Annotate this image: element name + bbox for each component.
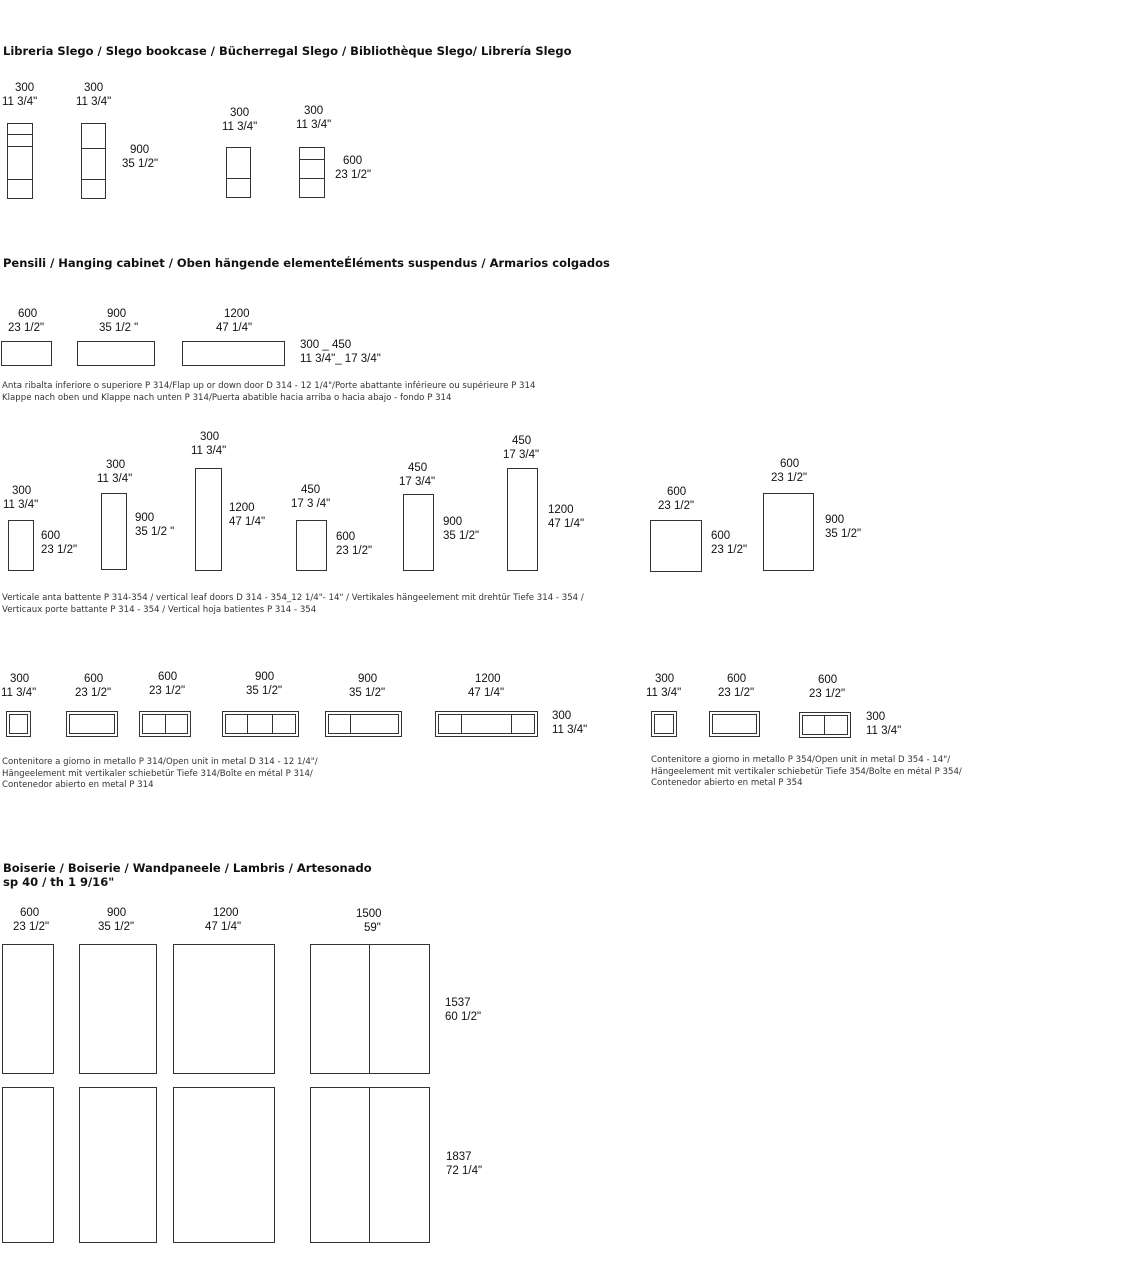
vert-cabinet-450x900 — [403, 494, 434, 571]
vert-dim-w-3: 300 11 3/4" — [191, 431, 227, 457]
vert-cabinet-450x1200 — [507, 468, 538, 571]
boiserie-title: Boiserie / Boiserie / Wandpaneele / Lambris / Artesonado — [3, 861, 372, 875]
open314-dim-2: 600 23 1/2" — [75, 673, 112, 699]
open314-unit-900-split — [325, 711, 402, 737]
vert-dim-w-7: 600 23 1/2" — [658, 486, 695, 512]
vertical-note: Verticale anta battente P 314-354 / vertical leaf doors D 314 - 354_12 1/4"- 14" / Vertikales hängeelement mit drehtür Tiefe 314 - 354 / Verticaux porte battante P 314 - 354 / Vertical hoja batientes P 314 - 354 — [2, 593, 584, 615]
open314-unit-600 — [66, 711, 118, 737]
open314-note: Contenitore a giorno in metallo P 314/Open unit in metal D 314 - 12 1/4"/ Hängeelement mit vertikaler schiebetür Tiefe 314/Boîte en métal P 314/ Contenedor abierto en metal P 314 — [2, 757, 318, 790]
hanging-title: Pensili / Hanging cabinet / Oben hängende elementeÉléments suspendus / Armarios colgados — [3, 256, 610, 270]
open354-dim-1: 300 11 3/4" — [646, 673, 682, 699]
bookcase-unit-short-b — [299, 147, 325, 198]
open314-dim-5: 900 35 1/2" — [349, 673, 386, 699]
flap-dim-600: 600 23 1/2" — [8, 308, 45, 334]
open314-dim-3: 600 23 1/2" — [149, 671, 186, 697]
bookcase-dim-1: 300 11 3/4" — [2, 82, 38, 108]
open354-dim-2: 600 23 1/2" — [718, 673, 755, 699]
flap-dim-900: 900 35 1/2 " — [99, 308, 139, 334]
vert-dim-h-5: 900 35 1/2" — [443, 516, 480, 542]
boiserie-panel-1500x1837 — [310, 1087, 430, 1243]
boiserie-panel-600x1837 — [2, 1087, 54, 1243]
vert-dim-w-1: 300 11 3/4" — [3, 485, 39, 511]
vert-dim-h-8: 900 35 1/2" — [825, 514, 862, 540]
vert-cabinet-300x1200 — [195, 468, 222, 571]
bookcase-dim-height-600: 600 23 1/2" — [335, 155, 372, 181]
open314-dim-6: 1200 47 1/4" — [468, 673, 505, 699]
vert-dim-w-6: 450 17 3/4" — [503, 435, 540, 461]
vert-dim-h-6: 1200 47 1/4" — [548, 504, 585, 530]
boiserie-dim-600: 600 23 1/2" — [13, 907, 50, 933]
vert-dim-h-2: 900 35 1/2 " — [135, 512, 175, 538]
boiserie-panel-900x1837 — [79, 1087, 157, 1243]
boiserie-panel-1200x1537 — [173, 944, 275, 1074]
vert-cabinet-600x900 — [763, 493, 814, 571]
bookcase-unit-short-a — [226, 147, 251, 198]
vert-dim-h-7: 600 23 1/2" — [711, 530, 748, 556]
vert-dim-w-5: 450 17 3/4" — [399, 462, 436, 488]
boiserie-dim-900: 900 35 1/2" — [98, 907, 135, 933]
open354-unit-600 — [709, 711, 760, 737]
flap-dim-height: 300 _ 450 11 3/4"_ 17 3/4" — [300, 339, 381, 365]
vert-cabinet-300x600 — [8, 520, 34, 571]
boiserie-panel-1200x1837 — [173, 1087, 275, 1243]
flap-dim-1200: 1200 47 1/4" — [216, 308, 253, 334]
open354-unit-300 — [651, 711, 677, 737]
bookcase-dim-3: 300 11 3/4" — [222, 107, 258, 133]
vert-cabinet-600x600 — [650, 520, 702, 572]
vert-dim-h-3: 1200 47 1/4" — [229, 502, 266, 528]
vert-dim-w-8: 600 23 1/2" — [771, 458, 808, 484]
open354-note: Contenitore a giorno in metallo P 354/Open unit in metal D 354 - 14"/ Hängeelement mit vertikaler schiebetür Tiefe 354/Boîte en métal P 354/ Contenedor abierto en metal P 354 — [651, 755, 962, 788]
bookcase-unit-tall-b — [81, 123, 106, 199]
open354-dim-3: 600 23 1/2" — [809, 674, 846, 700]
vert-cabinet-450x600 — [296, 520, 327, 571]
bookcase-dim-height-900: 900 35 1/2" — [122, 144, 159, 170]
vert-dim-h-4: 600 23 1/2" — [336, 531, 373, 557]
flap-cabinet-1200 — [182, 341, 285, 366]
boiserie-dim-height-1537: 1537 60 1/2" — [445, 997, 482, 1023]
flap-cabinet-600 — [1, 341, 52, 366]
boiserie-dim-1200: 1200 47 1/4" — [205, 907, 242, 933]
bookcase-dim-4: 300 11 3/4" — [296, 105, 332, 131]
vert-cabinet-300x900 — [101, 493, 127, 570]
open314-unit-1200 — [435, 711, 538, 737]
open354-dim-height: 300 11 3/4" — [866, 711, 902, 737]
boiserie-dim-height-1837: 1837 72 1/4" — [446, 1151, 483, 1177]
open354-unit-600-split — [799, 712, 851, 738]
bookcase-unit-tall-a — [7, 123, 33, 199]
bookcase-dim-2: 300 11 3/4" — [76, 82, 112, 108]
open314-dim-4: 900 35 1/2" — [246, 671, 283, 697]
boiserie-dim-1500: 1500 59" — [356, 908, 382, 934]
bookcase-title: Libreria Slego / Slego bookcase / Bücherregal Slego / Bibliothèque Slego/ Librería Slego — [3, 44, 572, 58]
flap-note: Anta ribalta inferiore o superiore P 314/Flap up or down door D 314 - 12 1/4"/Porte abattante inférieure ou supérieure P 314 Klappe nach oben und Klappe nach unten P 314/Puerta abatible hacia arriba o hacia abajo - fondo P 314 — [2, 381, 536, 403]
flap-cabinet-900 — [77, 341, 155, 366]
vert-dim-w-2: 300 11 3/4" — [97, 459, 133, 485]
open314-unit-300 — [6, 711, 31, 737]
open314-unit-900-triple — [222, 711, 299, 737]
boiserie-subtitle: sp 40 / th 1 9/16" — [3, 875, 115, 889]
vert-dim-h-1: 600 23 1/2" — [41, 530, 78, 556]
vert-dim-w-4: 450 17 3 /4" — [291, 484, 331, 510]
open314-dim-1: 300 11 3/4" — [1, 673, 37, 699]
boiserie-panel-600x1537 — [2, 944, 54, 1074]
boiserie-panel-1500x1537 — [310, 944, 430, 1074]
open314-unit-600-split — [139, 711, 191, 737]
open314-dim-height: 300 11 3/4" — [552, 710, 588, 736]
boiserie-panel-900x1537 — [79, 944, 157, 1074]
